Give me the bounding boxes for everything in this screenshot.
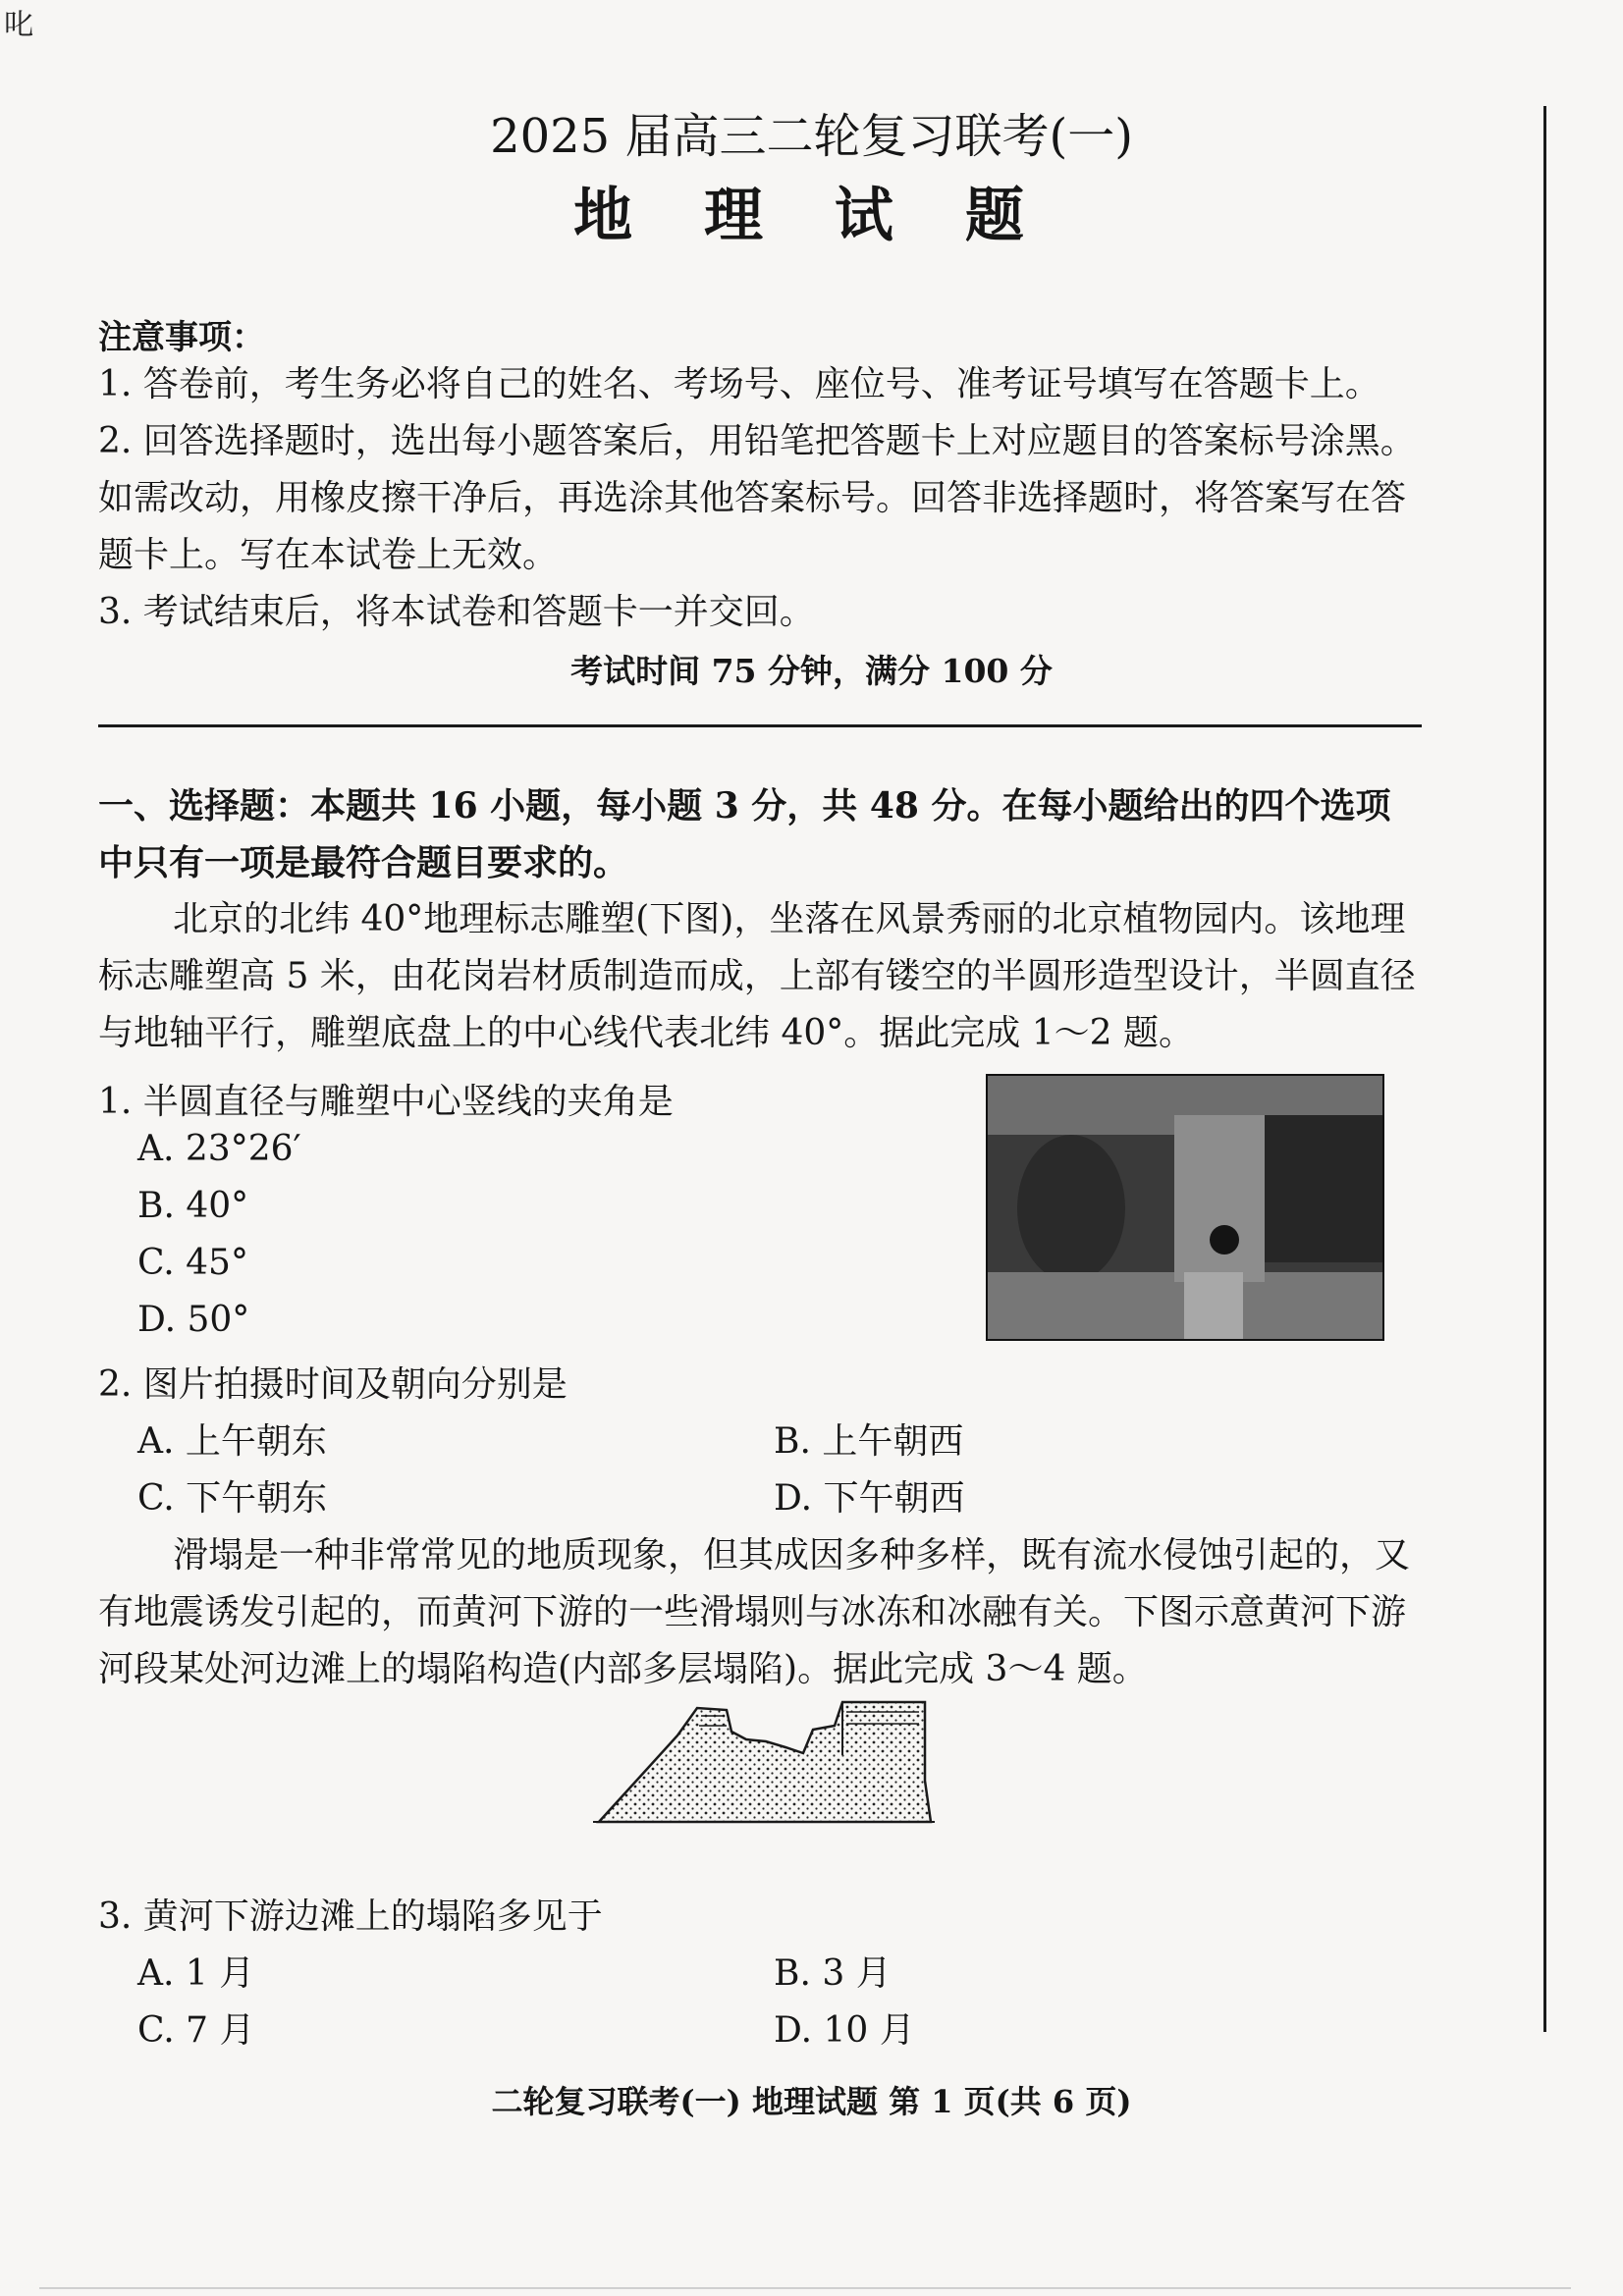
exam-time-info: 考试时间 75 分钟，满分 100 分 xyxy=(570,652,1053,690)
question-3-stem: 3. 黄河下游边滩上的塌陷多见于 xyxy=(98,1896,603,1937)
q3-option-c: C. 7 月 xyxy=(137,2010,255,2051)
q3-option-d: D. 10 月 xyxy=(774,2010,915,2051)
notice-item-2: 2. 回答选择题时，选出每小题答案后，用铅笔把答题卡上对应题目的答案标号涂黑。如需改动，用橡皮擦干净后，再选涂其他答案标号。回答非选择题时，将答案写在答题卡上。写在本试卷上无效。 xyxy=(98,421,1416,575)
exam-title: 2025 届高三二轮复习联考(一) xyxy=(490,109,1133,164)
q3-option-a: A. 1 月 xyxy=(137,1953,255,1994)
passage-2: 滑塌是一种非常常见的地质现象，但其成因多种多样，既有流水侵蚀引起的，又有地震诱发引起的，而黄河下游的一些滑塌则与冰冻和冰融有关。下图示意黄河下游河段某处河边滩上的塌陷构造(内部多层塌陷)。据此完成 3～4 题。 xyxy=(98,1535,1411,1689)
q2-option-b: B. 上午朝西 xyxy=(774,1421,964,1462)
notice-heading: 注意事项： xyxy=(98,318,265,357)
q1-option-a: A. 23°26′ xyxy=(137,1129,301,1169)
q2-option-d: D. 下午朝西 xyxy=(774,1478,965,1519)
q1-option-c: C. 45° xyxy=(137,1243,248,1283)
question-1-stem: 1. 半圆直径与雕塑中心竖线的夹角是 xyxy=(98,1082,674,1122)
collapse-structure-diagram xyxy=(589,1696,943,1826)
q2-option-c: C. 下午朝东 xyxy=(137,1478,328,1519)
q1-option-d: D. 50° xyxy=(137,1300,250,1340)
margin-rule xyxy=(1543,106,1546,2032)
sculpture-photo xyxy=(986,1074,1384,1341)
q2-option-a: A. 上午朝东 xyxy=(137,1421,327,1462)
subject-title: 地 理 试 题 xyxy=(573,182,1050,250)
notice-item-3: 3. 考试结束后，将本试卷和答题卡一并交回。 xyxy=(98,592,815,632)
notice-item-1: 1. 答卷前，考生务必将自己的姓名、考场号、座位号、准考证号填写在答题卡上。 xyxy=(98,364,1380,404)
q3-option-b: B. 3 月 xyxy=(774,1953,892,1994)
scan-edge-line xyxy=(39,2287,1571,2289)
passage-1: 北京的北纬 40°地理标志雕塑(下图)，坐落在风景秀丽的北京植物园内。该地理标志雕塑高 5 米，由花岗岩材质制造而成，上部有镂空的半圆形造型设计，半圆直径与地轴平行，雕塑底盘上的中心线代表北纬 40°。据此完成 1～2 题。 xyxy=(98,899,1416,1053)
corner-mark: 叱 xyxy=(4,8,33,42)
page-footer: 二轮复习联考(一) 地理试题 第 1 页(共 6 页) xyxy=(491,2083,1132,2120)
section-heading: 一、选择题：本题共 16 小题，每小题 3 分，共 48 分。在每小题给出的四个选项中只有一项是最符合题目要求的。 xyxy=(98,785,1391,883)
q1-option-b: B. 40° xyxy=(137,1186,249,1226)
question-2-stem: 2. 图片拍摄时间及朝向分别是 xyxy=(98,1364,568,1405)
divider xyxy=(98,724,1422,727)
